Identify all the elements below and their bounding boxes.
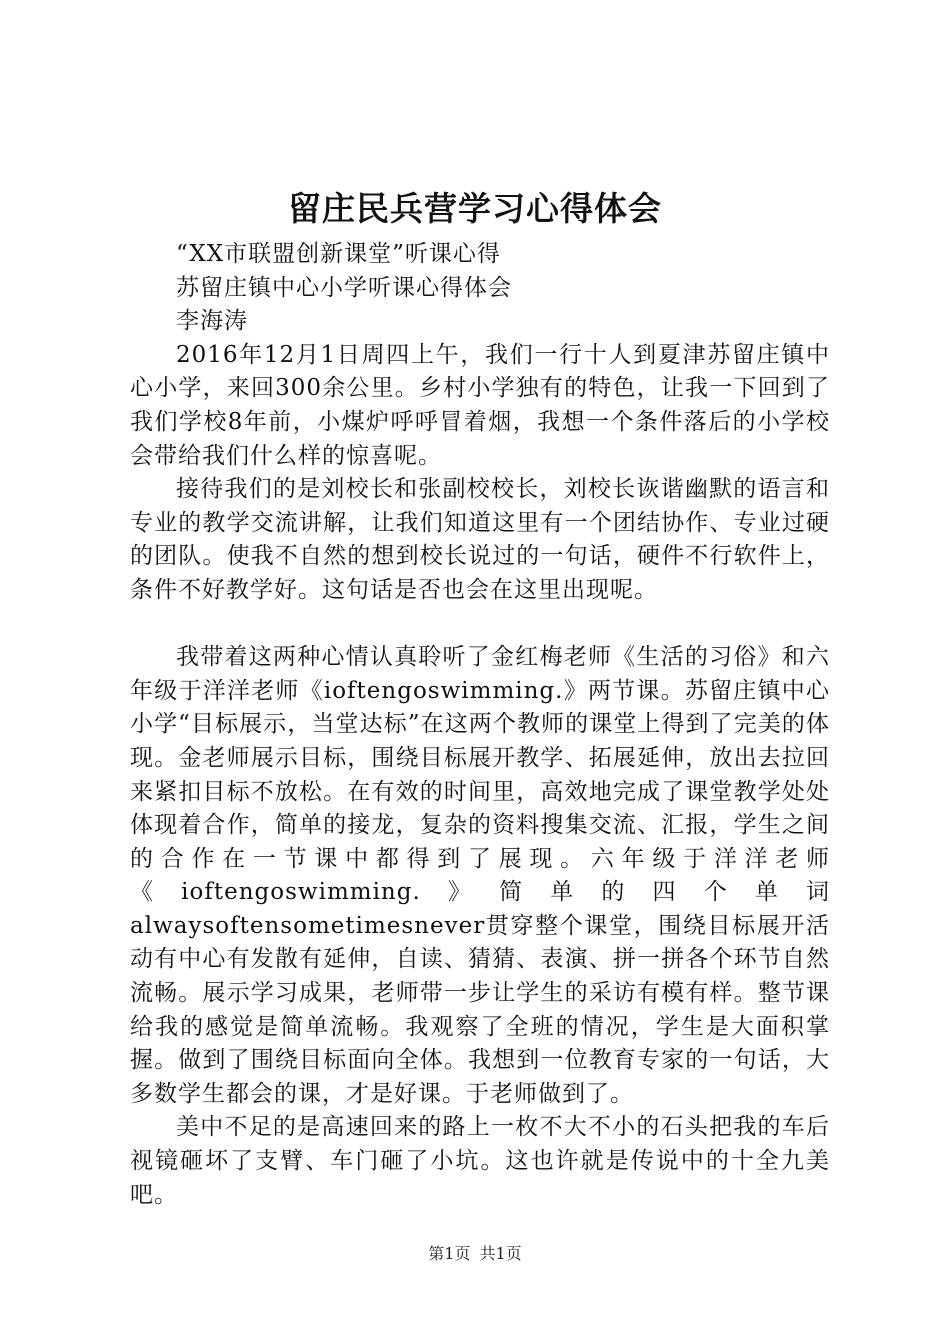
page-footer xyxy=(0,1243,950,1265)
subtitle-paragraph: “XX市联盟创新课堂”听课心得 xyxy=(176,241,501,267)
subtitle-paragraph: 苏留庄镇中心小学听课心得体会 xyxy=(176,274,512,301)
document-body xyxy=(130,238,830,1212)
body-paragraph: 美中不足的是高速回来的路上一枚不大不小的石头把我的车后视镜砸坏了支臂、车门砸了小坑。这也许就是传说中的十全九美吧。 xyxy=(130,1114,830,1208)
body-paragraph: 我带着这两种心情认真聆听了金红梅老师《生活的习俗》和六年级于洋洋老师《ioftengoswimming.》两节课。苏留庄镇中心小学“目标展示，当堂达标”在这两个教师的课堂上得到了完美的体现。金老师展示目标，围绕目标展开教学、拓展延伸，放出去拉回来紧扣目标不放松。在有效的时间里，高效地完成了课堂教学处处体现着合作，简单的接龙，复杂的资料搜集交流、汇报，学生之间的合作在一节课中都得到了展现。六年级于洋洋老师《ioftengoswimming.》简单的四个单词alwaysoftensometimesnever贯穿整个课堂，围绕目标展开活动有中心有发散有延伸，自读、猜猜、表演、拼一拼各个环节自然流畅。展示学习成果，老师带一步让学生的采访有模有样。整节课给我的感觉是简单流畅。我观察了全班的情况，学生是大面积掌握。做到了围绕目标面向全体。我想到一位教育专家的一句话，大多数学生都会的课，才是好课。于老师做到了。 xyxy=(130,644,830,1107)
page-number: 第1页 xyxy=(428,1244,471,1263)
body-paragraph: 接待我们的是刘校长和张副校校长，刘校长诙谐幽默的语言和专业的教学交流讲解，让我们知道这里有一个团结协作、专业过硬的团队。使我不自然的想到校长说过的一句话，硬件不行软件上，条件不好教学好。这句话是否也会在这里出现呢。 xyxy=(130,476,830,603)
author-paragraph: 李海涛 xyxy=(176,308,248,335)
page-total: 共1页 xyxy=(479,1244,522,1263)
body-paragraph: 2016年12月1日周四上午，我们一行十人到夏津苏留庄镇中心小学，来回300余公里。乡村小学独有的特色，让我一下回到了我们学校8年前，小煤炉呼呼冒着烟，我想一个条件落后的小学校会带给我们什么样的惊喜呢。 xyxy=(130,341,830,469)
document-title: 留庄民兵营学习心得体会 xyxy=(288,189,662,228)
